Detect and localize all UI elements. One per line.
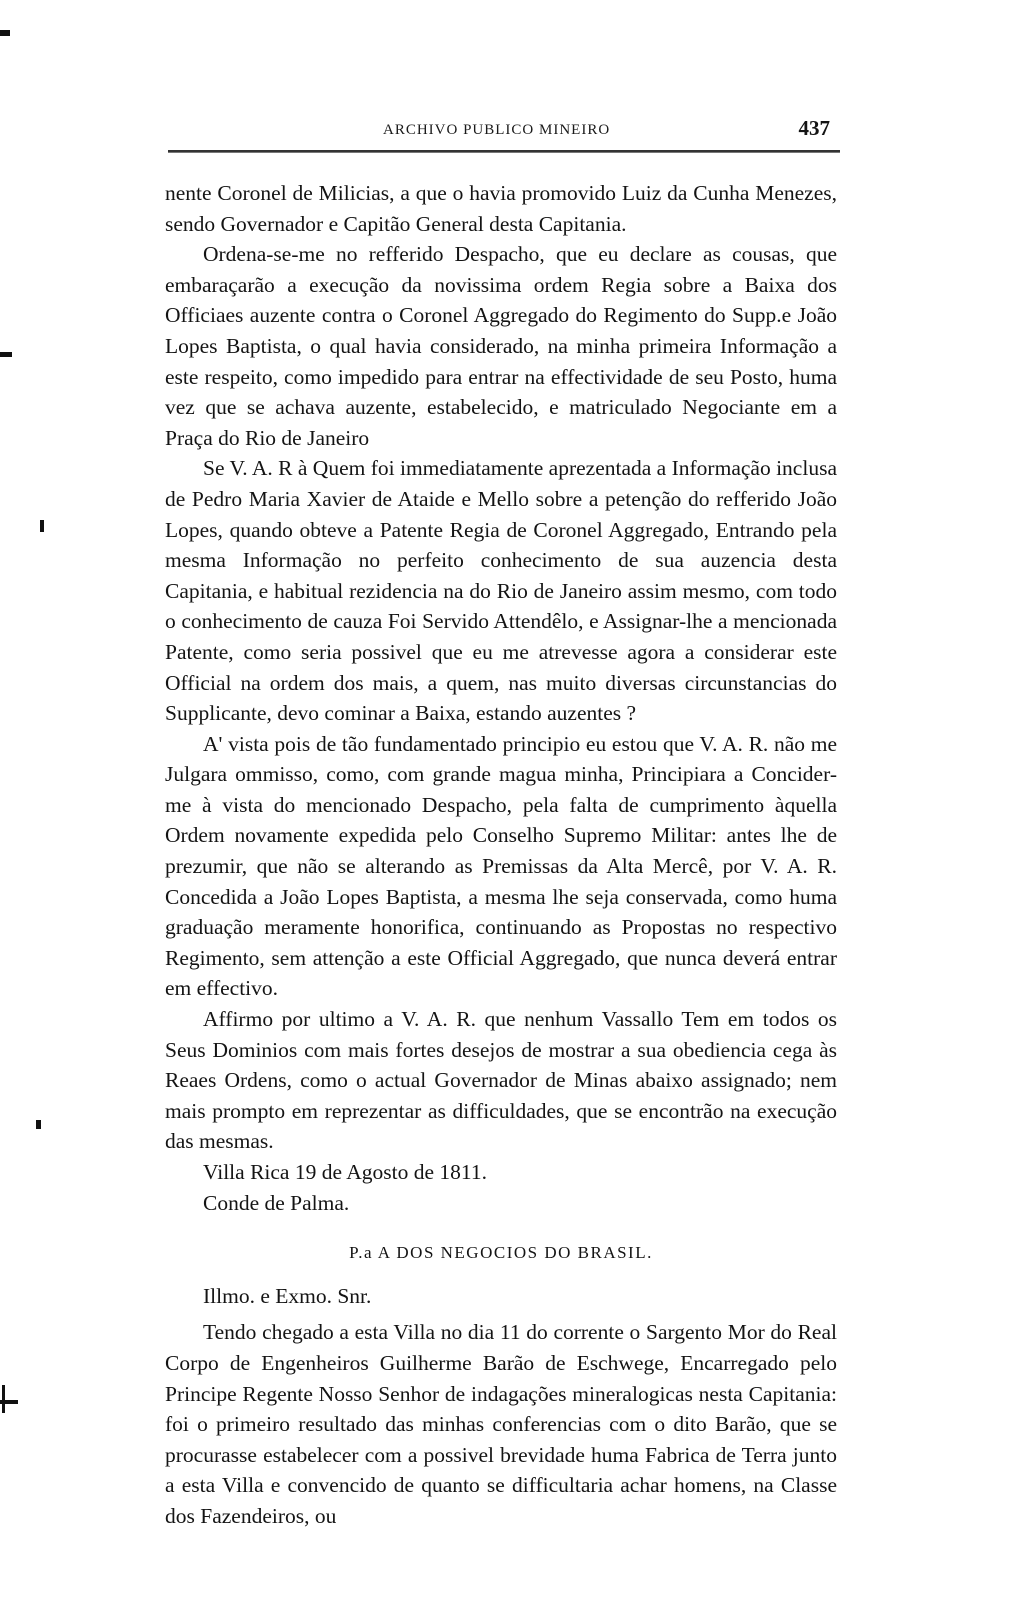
section-heading: P.a A DOS NEGOCIOS DO BRASIL. bbox=[349, 1243, 653, 1263]
page-header bbox=[168, 116, 836, 152]
paragraph: Ordena-se-me no refferido Despacho, que eu declare as cousas, que embaraçarão a execução da novissima ordem Regia sobre a Baixa dos Officiaes auzente contra o Coronel Aggregado do Regimento do Supp.e João Lopes Baptista, o qual havia considerado, na minha primeira Informação a este respeito, como impedido para entrar na effectividade de seu Posto, huma vez que se achava auzente, estabelecido, e matriculado Negociante em a Praça do Rio de Janeiro bbox=[165, 242, 837, 450]
date-line: Villa Rica 19 de Agosto de 1811. bbox=[203, 1160, 487, 1184]
paragraph: Tendo chegado a esta Villa no dia 11 do corrente o Sargento Mor do Real Corpo de Engenheiros Guilherme Barão de Eschwege, Encarregado pelo Principe Regente Nosso Senhor de indagações mineralogicas nesta Capitania: foi o primeiro resultado das minhas conferencias com o dito Barão, que se procurasse estabelecer com a possivel brevidade huma Fabrica de Terra junto a esta Villa e convencido de quanto se difficultaria achar homens, na Classe dos Fazendeiros, ou bbox=[165, 1320, 837, 1528]
header-rule bbox=[168, 150, 840, 153]
running-head: ARCHIVO PUBLICO MINEIRO bbox=[383, 122, 611, 138]
scan-mark bbox=[40, 520, 44, 532]
scan-mark bbox=[0, 30, 10, 36]
paragraph: Se V. A. R à Quem foi immediatamente aprezentada a Informação inclusa de Pedro Maria Xavier de Ataide e Mello sobre a petenção do refferido João Lopes, quando obteve a Patente Regia de Coronel Aggregado, Entrando pela mesma Informação no perfeito conhecimento de sua auzencia desta Capitania, e habitual rezidencia na do Rio de Janeiro assim mesmo, com todo o conhecimento de cauza Foi Servido Attendêlo, e Assignar-lhe a mencionada Patente, como seria possivel que eu me atrevesse agora a considerar este Official na ordem dos mais, a quem, nas muito diversas circunstancias do Supplicante, devo cominar a Baixa, estando auzentes ? bbox=[165, 456, 837, 726]
scan-mark bbox=[2, 1385, 5, 1413]
signature: Conde de Palma. bbox=[203, 1190, 350, 1215]
scan-mark bbox=[36, 1120, 41, 1129]
body-text bbox=[165, 178, 837, 1532]
page-number: 437 bbox=[798, 116, 830, 140]
paragraph: Affirmo por ultimo a V. A. R. que nenhum Vassallo Tem em todos os Seus Dominios com mais fortes desejos de mostrar a sua obediencia cega às Reaes Ordens, como o actual Governador de Minas abaixo assignado; nem mais prompto em reprezentar as difficuldades, que se encontrão na execução das mesmas. bbox=[165, 1007, 837, 1154]
paragraph: A' vista pois de tão fundamentado principio eu estou que V. A. R. não me Julgara ommisso, como, com grande magua minha, Principiara a Concider-me à vista do mencionado Despacho, pela falta de cumprimento àquella Ordem novamente expedida pelo Conselho Supremo Militar: antes lhe de prezumir, que não se alterando as Premissas da Alta Mercê, por V. A. R. Concedida a João Lopes Baptista, a mesma lhe seja conservada, como huma graduação meramente honorifica, continuando as Propostas no respectivo Regimento, sem attenção a este Official Aggregado, que nunca deverá entrar em effectivo. bbox=[165, 731, 837, 1001]
scan-mark bbox=[0, 352, 12, 357]
paragraph: nente Coronel de Milicias, a que o havia promovido Luiz da Cunha Menezes, sendo Governador e Capitão General desta Capitania. bbox=[165, 181, 837, 236]
salutation: Illmo. e Exmo. Snr. bbox=[203, 1283, 372, 1308]
